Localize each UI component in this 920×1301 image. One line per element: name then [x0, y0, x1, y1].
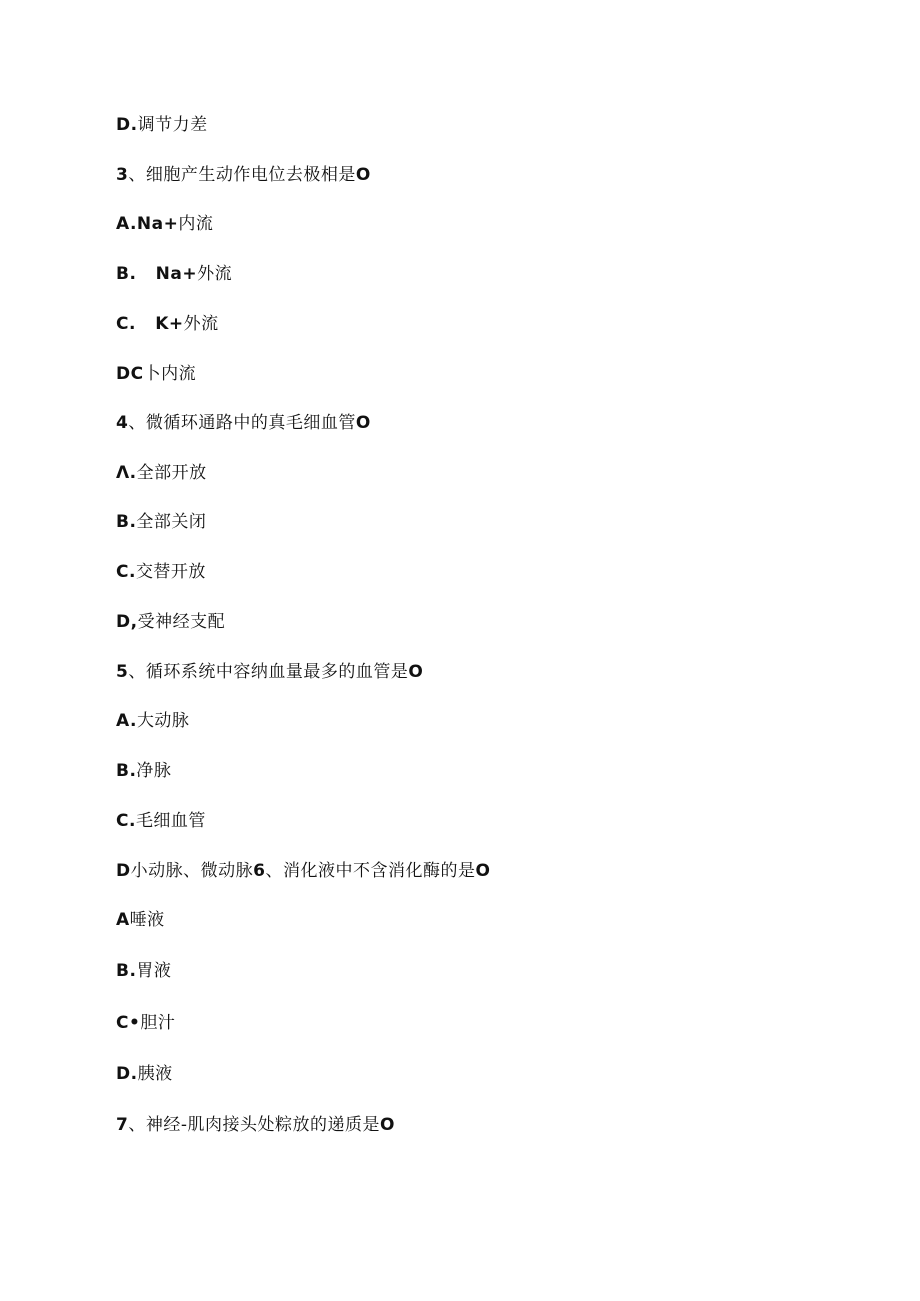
question-5 — [116, 661, 423, 683]
option-a-line — [116, 710, 189, 732]
option-a-line — [116, 462, 207, 484]
option-text: 交替开放 — [135, 562, 206, 582]
option-label: D, — [116, 612, 138, 632]
option-label: A.Na+ — [116, 214, 179, 234]
option-c-line — [116, 561, 206, 583]
option-c-line — [116, 810, 206, 832]
option-text: 净脉 — [136, 761, 172, 781]
option-label: D. — [116, 115, 138, 135]
option-label: C. — [116, 811, 136, 831]
option-label: C. — [116, 562, 136, 582]
question-text: 、细胞产生动作电位去极相是 — [128, 165, 356, 185]
option-text: 受神经支配 — [137, 612, 226, 632]
question-number: 5 — [116, 662, 129, 682]
option-label: A. — [116, 711, 137, 731]
option-b-line — [116, 511, 206, 533]
option-text: 毛细血管 — [135, 811, 206, 831]
option-d-line — [116, 363, 196, 385]
option-text: 唾液 — [129, 910, 165, 930]
question-blank: O — [355, 165, 371, 185]
option-d-and-question-6 — [116, 860, 490, 882]
question-blank: O — [379, 1115, 395, 1135]
option-text: 全部开放 — [136, 463, 207, 483]
option-label: D. — [116, 1064, 138, 1084]
option-text: 大动脉 — [136, 711, 190, 731]
question-3 — [116, 164, 371, 186]
option-d-line — [116, 114, 208, 136]
option-text: 小动脉、微动脉 — [130, 861, 254, 881]
question-4 — [116, 412, 371, 434]
option-d-line — [116, 1063, 173, 1085]
option-c-line — [116, 1012, 175, 1034]
option-text: 卜内流 — [143, 364, 197, 384]
option-text: 外流 — [197, 264, 233, 284]
option-label: D — [116, 861, 131, 881]
option-a-line — [116, 213, 213, 235]
option-label: B. — [116, 961, 137, 981]
option-d-line — [116, 611, 225, 633]
option-label: A — [116, 910, 130, 930]
option-label: B. — [116, 512, 137, 532]
question-7 — [116, 1114, 395, 1136]
option-label: B. — [116, 761, 137, 781]
option-b-line — [116, 760, 171, 782]
option-label: B. Na+ — [116, 264, 198, 284]
question-number: 6 — [253, 861, 266, 881]
question-number: 3 — [116, 165, 129, 185]
option-text: 胰液 — [137, 1064, 173, 1084]
question-blank: O — [355, 413, 371, 433]
question-text: 、神经-肌肉接头处粽放的递质是 — [128, 1115, 380, 1135]
option-label: C• — [116, 1013, 141, 1033]
question-text: 、循环系统中容纳血量最多的血管是 — [128, 662, 409, 682]
option-a-line — [116, 909, 165, 931]
question-text: 、微循环通路中的真毛细血管 — [128, 413, 356, 433]
question-number: 7 — [116, 1115, 129, 1135]
question-blank: O — [408, 662, 424, 682]
option-text: 胆汁 — [140, 1013, 176, 1033]
question-blank: O — [475, 861, 491, 881]
question-number: 4 — [116, 413, 129, 433]
option-b-line — [116, 960, 171, 982]
option-text: 调节力差 — [137, 115, 208, 135]
option-c-line — [116, 313, 219, 335]
question-text: 、消化液中不含消化酶的是 — [265, 861, 476, 881]
option-label: DC — [116, 364, 144, 384]
option-text: 内流 — [178, 214, 214, 234]
option-text: 全部关闭 — [136, 512, 207, 532]
option-b-line — [116, 263, 232, 285]
option-label: Λ. — [116, 463, 137, 483]
option-label: C. K+ — [116, 314, 184, 334]
option-text: 胃液 — [136, 961, 172, 981]
option-text: 外流 — [183, 314, 219, 334]
